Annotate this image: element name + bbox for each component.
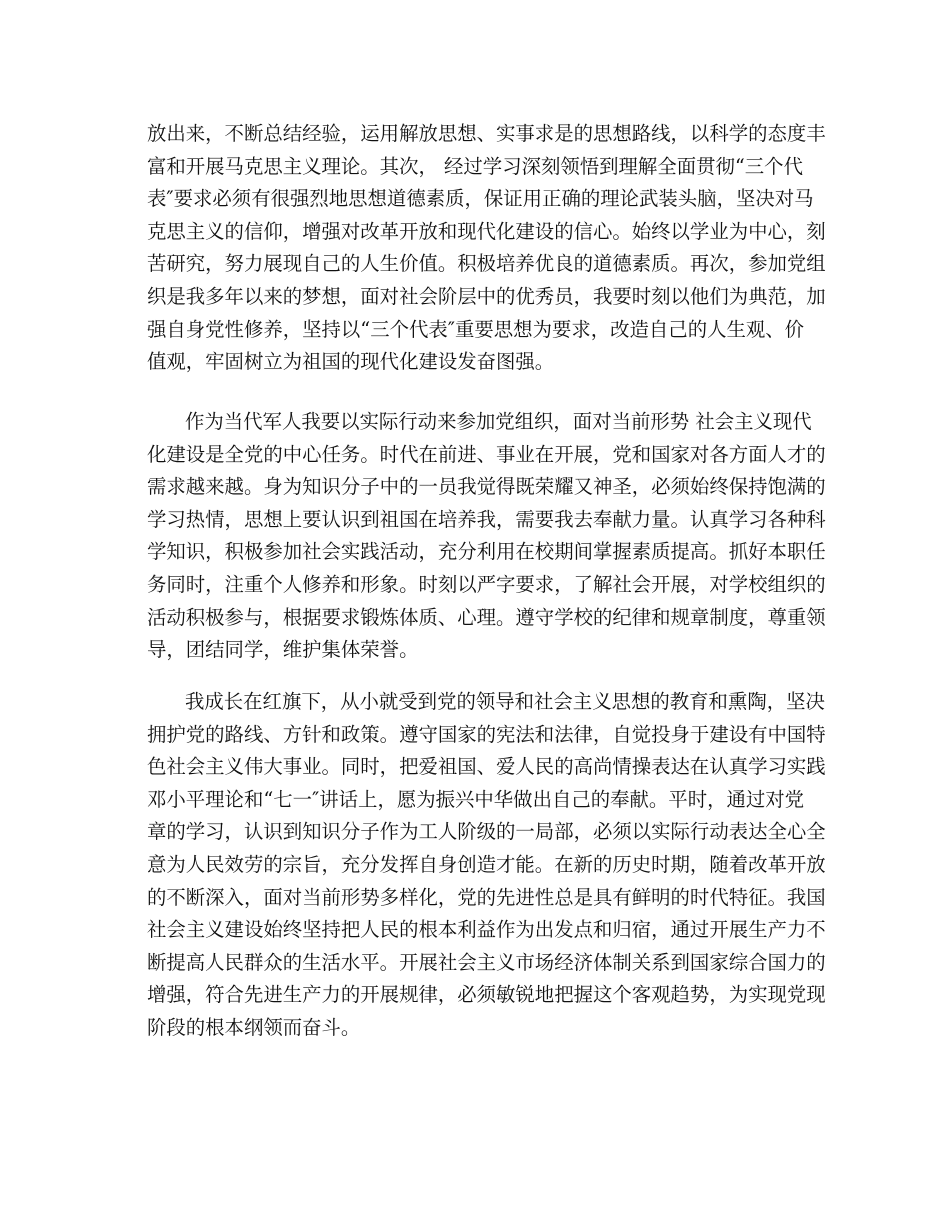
- text-line: 的不断深入，面对当前形势多样化，党的先进性总是具有鲜明的时代特征。我国: [147, 885, 826, 909]
- text-line: 邓小平理论和“七一″讲话上，愿为振兴中华做出自己的奉献。平时，通过对党: [147, 787, 805, 811]
- text-line: 导，团结同学，维护集体荣誉。: [147, 638, 419, 662]
- text-line: 表″要求必须有很强烈地思想道德素质，保证用正确的理论武装头脑，坚决对马: [147, 187, 814, 211]
- text-line: 苦研究，努力展现自己的人生价值。积极培养优良的道德素质。再次，参加党组: [147, 252, 826, 276]
- text-line: 学习热情，思想上要认识到祖国在培养我，需要我去奉献力量。认真学习各种科: [147, 507, 826, 531]
- paragraph-1: [147, 118, 826, 379]
- text-line: 务同时，注重个人修养和形象。时刻以严字要求，了解社会开展，对学校组织的: [147, 572, 826, 596]
- text-line: 学知识，积极参加社会实践活动，充分利用在校期间掌握素质提高。抓好本职任: [147, 540, 826, 564]
- text-line: 章的学习，认识到知识分子作为工人阶级的一局部，必须以实际行动表达全心全: [147, 820, 826, 844]
- text-line: 阶段的根本纲领而奋斗。: [147, 1015, 361, 1039]
- text-line: 色社会主义伟大事业。同时，把爱祖国、爱人民的高尚情操表达在认真学习实践: [147, 755, 826, 779]
- text-line: 社会主义建设始终坚持把人民的根本利益作为出发点和归宿，通过开展生产力不: [147, 918, 826, 942]
- text-line: 活动积极参与，根据要求锻炼体质、心理。遵守学校的纪律和规章制度，尊重领: [147, 605, 826, 629]
- text-line: 我成长在红旗下，从小就受到党的领导和社会主义思想的教育和熏陶，坚决: [185, 690, 825, 713]
- text-line: 克思主义的信仰，增强对改革开放和现代化建设的信心。始终以学业为中心，刻: [147, 219, 826, 243]
- text-line: 织是我多年以来的梦想，面对社会阶层中的优秀员，我要时刻以他们为典范，加: [147, 284, 826, 308]
- text-line: 意为人民效劳的宗旨，充分发挥自身创造才能。在新的历史时期，随着改革开放: [147, 852, 826, 876]
- text-line: 作为当代军人我要以实际行动来参加党组织，面对当前形势 社会主义现代: [185, 410, 812, 433]
- text-line: 富和开展马克思主义理论。其次， 经过学习深刻领悟到理解全面贯彻“三个代: [147, 154, 803, 178]
- text-line: 需求越来越。身为知识分子中的一员我觉得既荣耀又神圣，必须始终保持饱满的: [147, 475, 826, 499]
- text-line: 增强，符合先进生产力的开展规律，必须敏锐地把握这个客观趋势，为实现党现: [147, 983, 826, 1007]
- text-line: 拥护党的路线、方针和政策。遵守国家的宪法和法律，自觉投身于建设有中国特: [147, 722, 826, 746]
- text-line: 化建设是全党的中心任务。时代在前进、事业在开展，党和国家对各方面人才的: [147, 442, 826, 466]
- text-line: 强自身党性修养，坚持以“三个代表″重要思想为要求，改造自己的人生观、价: [147, 317, 805, 341]
- text-line: 断提高人民群众的生活水平。开展社会主义市场经济体制关系到国家综合国力的: [147, 950, 826, 974]
- text-line: 值观，牢固树立为祖国的现代化建设发奋图强。: [147, 350, 555, 374]
- text-line: 放出来，不断总结经验，运用解放思想、实事求是的思想路线，以科学的态度丰: [147, 122, 826, 145]
- paragraph-3: [147, 686, 826, 1045]
- paragraph-2: [147, 406, 826, 667]
